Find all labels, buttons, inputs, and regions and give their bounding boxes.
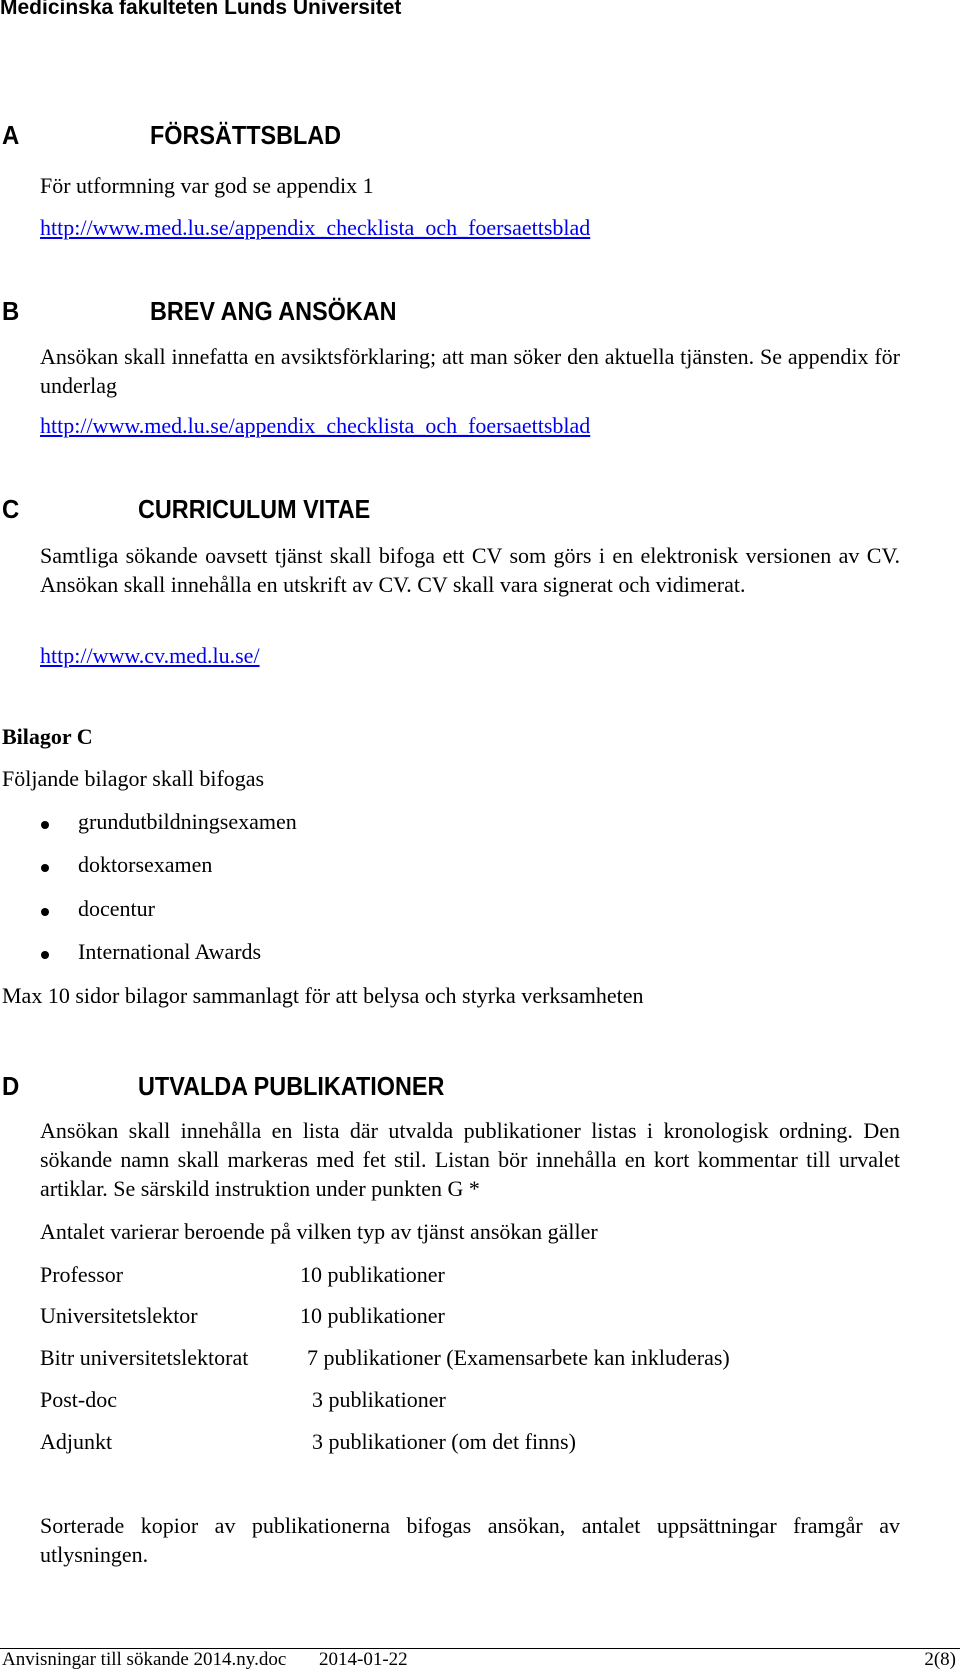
section-a-heading: FÖRSÄTTSBLAD: [150, 120, 342, 150]
bilagor-intro: Följande bilagor skall bifogas: [2, 766, 265, 791]
bullet-dot-icon: [41, 821, 49, 829]
bullet-dot-icon: [41, 908, 49, 916]
section-b-link[interactable]: http://www.med.lu.se/appendix_checklista_och_foersaettsblad: [40, 413, 591, 438]
section-d-sorted: Sorterade kopior av publikationerna bifogas ansökan, antalet uppsättningar framgår av utlysningen.: [40, 1513, 900, 1567]
section-a-link[interactable]: http://www.med.lu.se/appendix_checklista_och_foersaettsblad: [40, 215, 591, 240]
page-header-org: Medicinska fakulteten Lunds Universitet: [0, 0, 402, 19]
bilagor-item: grundutbildningsexamen: [78, 809, 297, 834]
footer-file: Anvisningar till sökande 2014.ny.doc: [2, 1649, 287, 1670]
table-row-role: Post-doc: [40, 1387, 117, 1412]
bullet-dot-icon: [41, 951, 49, 959]
bullet-dot-icon: [41, 864, 49, 872]
section-a-letter: A: [2, 120, 20, 150]
table-row-role: Professor: [40, 1262, 124, 1287]
bilagor-max: Max 10 sidor bilagor sammanlagt för att belysa och styrka verksamheten: [2, 983, 644, 1008]
section-c-letter: C: [2, 494, 20, 524]
section-d-text: Ansökan skall innehålla en lista där utvalda publikationer listas i kronologisk ordning. Den sökande namn skall markeras med fet stil. Listan bör innehålla en kort kommentar till urvalet artiklar. Se särskild instruktion under punkten G *: [40, 1118, 900, 1201]
table-row-count: 3 publikationer (om det finns): [312, 1429, 576, 1454]
section-a-text: För utformning var god se appendix 1: [40, 173, 374, 198]
table-row-role: Universitetslektor: [40, 1303, 198, 1328]
table-row-count: 10 publikationer: [300, 1303, 445, 1328]
footer-page: 2(8): [924, 1649, 956, 1670]
footer-date: 2014-01-22: [319, 1649, 408, 1670]
section-d-antal: Antalet varierar beroende på vilken typ av tjänst ansökan gäller: [40, 1219, 598, 1244]
bilagor-heading: Bilagor C: [2, 724, 93, 749]
table-row-role: Adjunkt: [40, 1429, 113, 1454]
section-c-heading: CURRICULUM VITAE: [138, 494, 371, 524]
bilagor-item: docentur: [78, 896, 155, 921]
section-b-letter: B: [2, 296, 20, 326]
table-row-count: 7 publikationer (Examensarbete kan inkluderas): [307, 1345, 730, 1370]
table-row-count: 10 publikationer: [300, 1262, 445, 1287]
section-c-text: Samtliga sökande oavsett tjänst skall bifoga ett CV som görs i en elektronisk versionen av CV. Ansökan skall innehålla en utskrift av CV. CV skall vara signerat och vidimerat.: [40, 543, 900, 597]
table-row-role: Bitr universitetslektorat: [40, 1345, 249, 1370]
section-d-letter: D: [2, 1071, 20, 1101]
section-d-heading: UTVALDA PUBLIKATIONER: [138, 1071, 445, 1101]
section-b-text: Ansökan skall innefatta en avsiktsförklaring; att man söker den aktuella tjänsten. Se appendix för underlag: [40, 344, 900, 398]
section-b-heading: BREV ANG ANSÖKAN: [150, 296, 397, 326]
section-c-link[interactable]: http://www.cv.med.lu.se/: [40, 643, 260, 668]
bilagor-item: International Awards: [78, 939, 262, 964]
table-row-count: 3 publikationer: [312, 1387, 446, 1412]
bilagor-item: doktorsexamen: [78, 852, 213, 877]
